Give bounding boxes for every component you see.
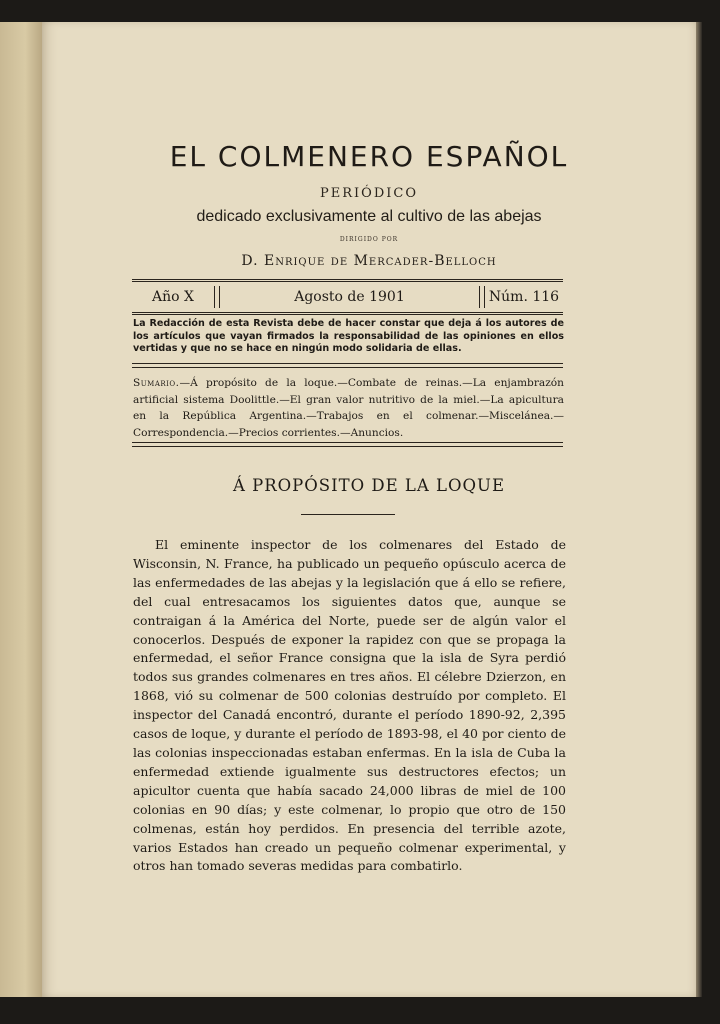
article-paragraph: El eminente inspector de los colmenares del Estado de Wisconsin, N. France, ha publicado un pequeño opúsculo acerca de las enfermedades de las abejas y la legislación que á ello se refiere, del cual entresacamos los siguientes datos que, aunque se contraigan á la América del Norte, puede ser de algún valor el conocerlos. Después de exponer la rapidez con que se propaga la enfermedad, el señor France consigna que la isla de Syra perdió todos sus grandes colmenares en tres años. El célebre Dzierzon, en 1868, vió su colmenar de 500 colonias destruído por completo. El inspector del Canadá encontró, durante el período 1890-92, 2,395 casos de loque, y durante el período de 1893-98, el 40 por ciento de las colonias inspeccionadas estaban enfermas. En la isla de Cuba la enfermedad extiende igualmente sus destructores efectos; un apicultor cuenta que había sacado 24,000 libras de miel de 100 colonias en 90 días; y este colmenar, lo propio que otro de 150 colmenas, están hoy perdidos. En presencia del terrible azote, varios Estados han creado un pequeño colmenar experimental, y otros han tomado severas medidas para combatirlo. [133,537,566,874]
facing-page-edge [0,22,43,997]
journal-subtitle: PERIÓDICO [320,186,418,201]
journal-title: EL COLMENERO ESPAÑOL [169,140,569,173]
summary-top-rule [132,363,563,368]
article-body [133,536,566,876]
issue-number: Núm. 116 [488,289,560,305]
summary-text: —Á propósito de la loque.—Combate de reinas.—La enjambrazón artificial sistema Doolittle.—El gran valor nutritivo de la miel.—La apicultura en la República Argentina.—Trabajos en el colmenar.—Miscelánea.—Correspondencia.—Precios corrientes.—Anuncios. [133,377,564,439]
summary-label: Sumario. [133,377,180,389]
journal-tagline: dedicado exclusivamente al cultivo de las abejas [196,208,542,225]
director-name: D. Enrique de Mercader-Belloch [241,253,497,269]
issue-info-bar [132,279,563,315]
article-title: Á PROPÓSITO DE LA LOQUE [232,476,506,495]
issue-date: Agosto de 1901 [294,289,405,305]
title-underline [301,514,395,515]
editorial-notice: La Redacción de esta Revista debe de hacer constar que deja á los autores de los artículos que vayan firmados la responsabilidad de las opiniones en ellos vertidas y que no se hace en ningún modo solidaria de ellas. [133,318,564,354]
summary-bottom-rule [132,442,563,447]
page-edge-shadow [696,22,702,997]
summary-block [133,375,564,441]
directed-by-label: DIRIGIDO POR [339,236,399,243]
issue-year: Año X [152,289,194,305]
journal-page [42,22,696,997]
